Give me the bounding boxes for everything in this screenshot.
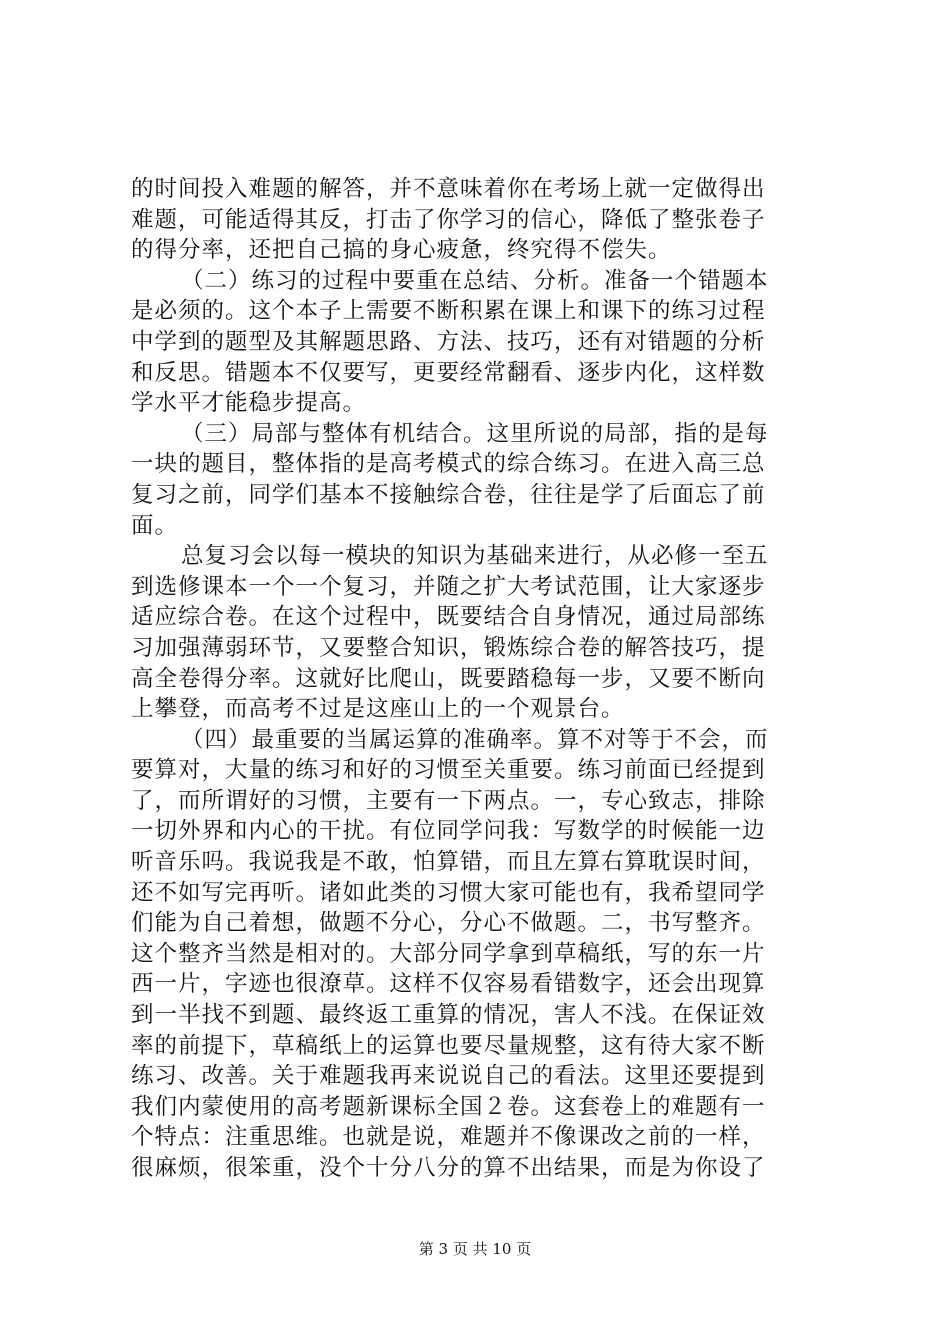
text-line: 是必须的。这个本子上需要不断积累在课上和课下的练习过程 <box>131 298 766 325</box>
text-line: 适应综合卷。在这个过程中，既要结合自身情况，通过局部练 <box>131 604 766 631</box>
text-line: 很麻烦，很笨重，没个十分八分的算不出结果，而是为你设了 <box>131 1155 766 1181</box>
text-line: 到一半找不到题、最终返工重算的情况，害人不浅。在保证效 <box>131 1002 766 1029</box>
text-line: 和反思。错题本不仅要写，更要经常翻看、逐步内化，这样数 <box>131 359 766 386</box>
body-text <box>131 174 831 1184</box>
text-line: 西一片，字迹也很潦草。这样不仅容易看错数字，还会出现算 <box>131 971 766 998</box>
text-line: （二）练习的过程中要重在总结、分析。准备一个错题本 <box>181 267 769 294</box>
text-line: 一块的题目，整体指的是高考模式的综合练习。在进入高三总 <box>131 451 766 478</box>
text-line: 高全卷得分率。这就好比爬山，既要踏稳每一步，又要不断向 <box>131 665 766 692</box>
text-line: 中学到的题型及其解题思路、方法、技巧，还有对错题的分析 <box>131 328 766 355</box>
text-line: 这个整齐当然是相对的。大部分同学拿到草稿纸，写的东一片 <box>131 940 766 967</box>
text-line: 到选修课本一个一个复习，并随之扩大考试范围，让大家逐步 <box>131 573 766 600</box>
text-line: 的得分率，还把自己搞的身心疲惫，终究得不偿失。 <box>131 237 672 264</box>
text-line: 们能为自己着想，做题不分心，分心不做题。二，书写整齐。 <box>131 910 766 937</box>
text-line: （四）最重要的当属运算的准确率。算不对等于不会，而 <box>181 726 769 753</box>
text-line: 了，而所谓好的习惯，主要有一下两点。一，专心致志，排除 <box>131 787 766 814</box>
text-line: 还不如写完再听。诸如此类的习惯大家可能也有，我希望同学 <box>131 879 766 906</box>
text-line: 复习之前，同学们基本不接触综合卷，往往是学了后面忘了前 <box>131 481 766 508</box>
text-line: 听音乐吗。我说我是不敢，怕算错，而且左算右算耽误时间， <box>131 849 766 876</box>
page-number-footer: 第 3 页 共 10 页 <box>418 1240 532 1258</box>
text-line: 面。 <box>131 512 179 539</box>
text-line: 上攀登，而高考不过是这座山上的一个观景台。 <box>131 696 625 723</box>
text-line: 我们内蒙使用的高考题新课标全国２卷。这套卷上的难题有一 <box>131 1093 766 1120</box>
text-line: 率的前提下，草稿纸上的运算也要尽量规整，这有待大家不断 <box>131 1032 766 1059</box>
text-line: 个特点：注重思维。也就是说，难题并不像课改之前的一样， <box>131 1124 766 1151</box>
text-line: 一切外界和内心的干扰。有位同学问我：写数学的时候能一边 <box>131 818 766 845</box>
text-line: 总复习会以每一模块的知识为基础来进行，从必修一至五 <box>181 543 769 570</box>
text-line: 的时间投入难题的解答，并不意味着你在考场上就一定做得出 <box>131 176 766 202</box>
text-line: （三）局部与整体有机结合。这里所说的局部，指的是每 <box>181 420 769 447</box>
text-line: 学水平才能稳步提高。 <box>131 390 367 417</box>
text-line: 练习、改善。关于难题我再来说说自己的看法。这里还要提到 <box>131 1063 766 1090</box>
text-line: 要算对，大量的练习和好的习惯至关重要。练习前面已经提到 <box>131 757 766 784</box>
text-line: 习加强薄弱环节，又要整合知识，锻炼综合卷的解答技巧，提 <box>131 634 766 661</box>
text-line: 难题，可能适得其反，打击了你学习的信心，降低了整张卷子 <box>131 206 766 233</box>
